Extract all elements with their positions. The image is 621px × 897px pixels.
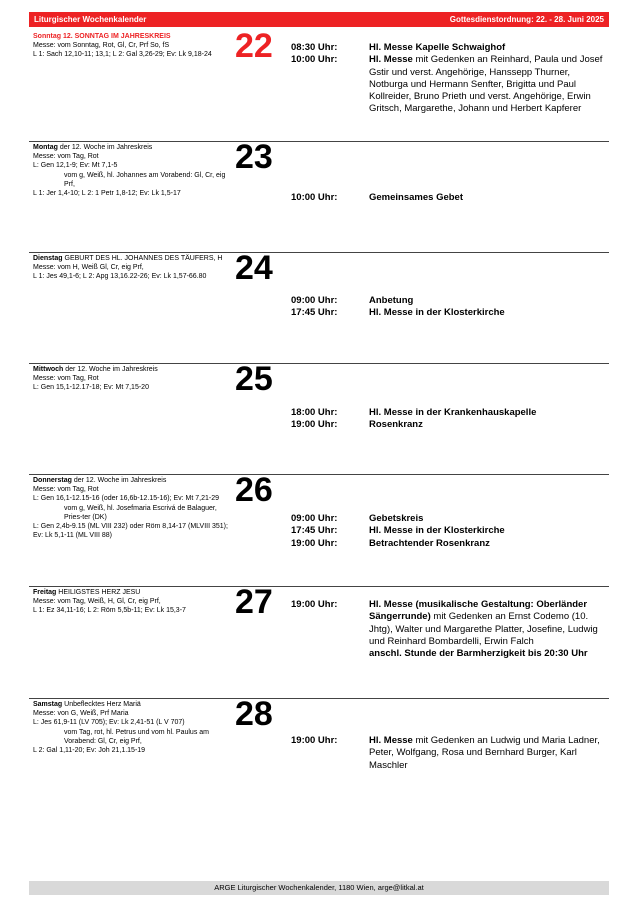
day-number: 27 <box>235 583 273 621</box>
day-divider <box>29 474 609 475</box>
day-subtitle: der 12. Woche im Jahreskreis <box>57 144 153 151</box>
service-title: Hl. Messe in der Klosterkirche <box>369 525 505 537</box>
service-time: 19:00 Uhr: <box>291 735 338 746</box>
service-item <box>291 54 609 115</box>
service-list <box>291 599 609 660</box>
service-time: 19:00 Uhr: <box>291 599 338 610</box>
info-line: L 1: Sach 12,10-11; 13,1; L 2: Gal 3,26-29; Ev: Lk 9,18-24 <box>33 51 212 59</box>
liturgy-info <box>33 700 233 755</box>
service-list <box>291 192 609 204</box>
service-time: 19:00 Uhr: <box>291 419 338 431</box>
page-footer: ARGE Liturgischer Wochenkalender, 1180 Wien, arge@litkal.at <box>29 881 609 895</box>
service-time: 17:45 Uhr: <box>291 307 338 319</box>
service-time: 19:00 Uhr: <box>291 537 338 549</box>
info-line: Messe: vom Sonntag, Rot, Gl, Cr, Prf So, fS <box>33 42 170 50</box>
day-title: Sonntag 12. SONNTAG IM JAHRESKREIS <box>33 33 171 40</box>
info-line: L 1: Jer 1,4-10; L 2: 1 Petr 1,8-12; Ev: Lk 1,5-17 <box>33 190 181 198</box>
service-detail: mit Gedenken an Ludwig und Maria Ladner, Peter, Wolfgang, Rosa und Bernhard Burger, Karl Maschler <box>369 735 600 771</box>
info-line: Messe: vom Tag, Rot <box>33 375 99 383</box>
header-title: Liturgischer Wochenkalender <box>34 15 147 24</box>
service-title: Gemeinsames Gebet <box>369 192 463 203</box>
service-item <box>291 538 609 550</box>
day-title: Dienstag <box>33 255 63 262</box>
service-detail: mit Gedenken an Ernst Codemo (10. Jhtg), Walter und Margarethe Platter, Josefine, Ludwig und Reinhard Bombardelli, Erwin Falch <box>369 611 598 647</box>
service-item <box>291 648 609 660</box>
service-list <box>291 42 609 116</box>
day-section <box>29 360 609 473</box>
day-section <box>29 695 609 818</box>
liturgy-info <box>33 143 233 198</box>
service-title: Hl. Messe in der Klosterkirche <box>369 307 505 319</box>
liturgy-info <box>33 476 233 540</box>
day-divider <box>29 363 609 364</box>
day-section <box>29 471 609 585</box>
service-title: Hl. Messe in der Krankenhauskapelle <box>369 407 537 418</box>
service-title: Betrachtender Rosenkranz <box>369 537 490 549</box>
service-item <box>291 307 609 319</box>
info-line: Messe: von G, Weiß, Prf Maria <box>33 710 129 718</box>
day-subtitle: Unbeflecktes Herz Mariä <box>62 701 141 708</box>
liturgy-info <box>33 365 233 393</box>
service-time: 08:30 Uhr: <box>291 42 338 53</box>
page-header <box>29 12 609 27</box>
service-title: Hl. Messe <box>369 54 413 66</box>
info-line: Messe: vom Tag, Weiß, H, Gl, Cr, eig Prf, <box>33 598 161 606</box>
day-title: Samstag <box>33 701 63 708</box>
day-title: Freitag <box>33 589 57 596</box>
info-line: Messe: vom Tag, Rot <box>33 153 99 161</box>
day-number: 23 <box>235 138 273 176</box>
day-divider <box>29 252 609 253</box>
info-line: L 2: Gal 1,11-20; Ev: Joh 21,1.15-19 <box>33 747 146 755</box>
service-detail: mit Gedenken an Reinhard, Paula und Josef Gstir und verst. Angehörige, Hanssepp Thurner, Notburga und Hermann Senfter, Brigitta und Paul Kollreider, Bruno Prieth und verst. Angehörige, Erwin Gritsch, Margarethe, Johann und Herbert Kapferer <box>369 54 603 115</box>
service-item <box>291 407 609 419</box>
day-number: 26 <box>235 471 273 509</box>
service-time: 09:00 Uhr: <box>291 513 338 524</box>
liturgy-info <box>33 254 233 282</box>
info-line: vom g, Weiß, hl. Johannes am Vorabend: Gl, Cr, eig Prf, <box>64 171 226 188</box>
info-line: L: Jes 61,9-11 (LV 705); Ev: Lk 2,41-51 (L V 707) <box>33 719 185 727</box>
day-subtitle: HEILIGSTES HERZ JESU <box>56 589 141 596</box>
day-subtitle: GEBURT DES HL. JOHANNES DES TÄUFERS, H <box>62 255 223 262</box>
info-line: L: Gen 16,1-12.15-16 (oder 16,6b-12.15-16); Ev: Mt 7,21-29 <box>33 495 220 503</box>
day-number: 24 <box>235 249 273 287</box>
service-item <box>291 419 609 431</box>
day-divider <box>29 141 609 142</box>
service-item <box>291 525 609 537</box>
day-number: 28 <box>235 695 273 733</box>
service-title: Anbetung <box>369 295 414 306</box>
service-list <box>291 735 609 772</box>
info-line: L: Gen 2,4b-9.15 (ML VIII 232) oder Röm 8,14-17 (MLVIII 351); Ev: Lk 5,1-11 (ML VIII 88) <box>33 523 228 540</box>
day-section <box>29 27 609 140</box>
service-title: Gebetskreis <box>369 513 424 524</box>
service-list <box>291 513 609 550</box>
day-divider <box>29 586 609 587</box>
day-section <box>29 583 609 697</box>
service-item <box>291 513 609 525</box>
day-title: Mittwoch <box>33 366 64 373</box>
service-title: Hl. Messe (musikalische Gestaltung: Oberländer Sängerrunde) <box>369 599 588 623</box>
info-line: L: Gen 15,1-12.17-18; Ev: Mt 7,15-20 <box>33 384 149 392</box>
info-line: vom Tag, rot, hl. Petrus und vom hl. Paulus am Vorabend: Gl, Cr, eig Prf, <box>64 728 209 745</box>
info-line: vom g, Weiß, hl. Josefmaria Escrivá de Balaguer, Pries-ter (DK) <box>64 504 217 521</box>
day-number: 22 <box>235 27 273 65</box>
service-time: 18:00 Uhr: <box>291 407 338 418</box>
day-title: Montag <box>33 144 58 151</box>
service-time: 10:00 Uhr: <box>291 54 338 66</box>
info-line: L 1: Ez 34,11-16; L 2: Röm 5,5b-11; Ev: Lk 15,3-7 <box>33 607 186 615</box>
service-item <box>291 735 609 772</box>
info-line: L: Gen 12,1-9; Ev: Mt 7,1-5 <box>33 162 118 170</box>
service-title: Hl. Messe <box>369 735 413 746</box>
header-date-range: Gottesdienstordnung: 22. - 28. Juni 2025 <box>449 15 604 24</box>
service-time: 17:45 Uhr: <box>291 525 338 537</box>
service-title: Rosenkranz <box>369 419 423 431</box>
liturgy-info <box>33 588 233 616</box>
service-item <box>291 42 609 54</box>
service-time: 10:00 Uhr: <box>291 192 338 203</box>
service-title: anschl. Stunde der Barmherzigkeit bis 20:30 Uhr <box>369 648 588 660</box>
info-line: L 1: Jes 49,1-6; L 2: Apg 13,16.22-26; Ev: Lk 1,57-66.80 <box>33 273 207 281</box>
service-item <box>291 295 609 307</box>
service-list <box>291 407 609 432</box>
day-title: Donnerstag <box>33 477 72 484</box>
day-number: 25 <box>235 360 273 398</box>
day-subtitle: der 12. Woche im Jahreskreis <box>71 477 167 484</box>
service-list <box>291 295 609 320</box>
service-title: Hl. Messe Kapelle Schwaighof <box>369 42 506 53</box>
service-item <box>291 192 609 204</box>
info-line: Messe: vom H, Weiß Gl, Cr, eig Prf, <box>33 264 144 272</box>
day-divider <box>29 698 609 699</box>
liturgy-info <box>33 32 233 60</box>
service-item <box>291 599 609 648</box>
service-time: 09:00 Uhr: <box>291 295 338 306</box>
info-line: Messe: vom Tag, Rot <box>33 486 99 494</box>
day-subtitle: der 12. Woche im Jahreskreis <box>63 366 158 373</box>
day-section <box>29 249 609 362</box>
day-section <box>29 138 609 251</box>
